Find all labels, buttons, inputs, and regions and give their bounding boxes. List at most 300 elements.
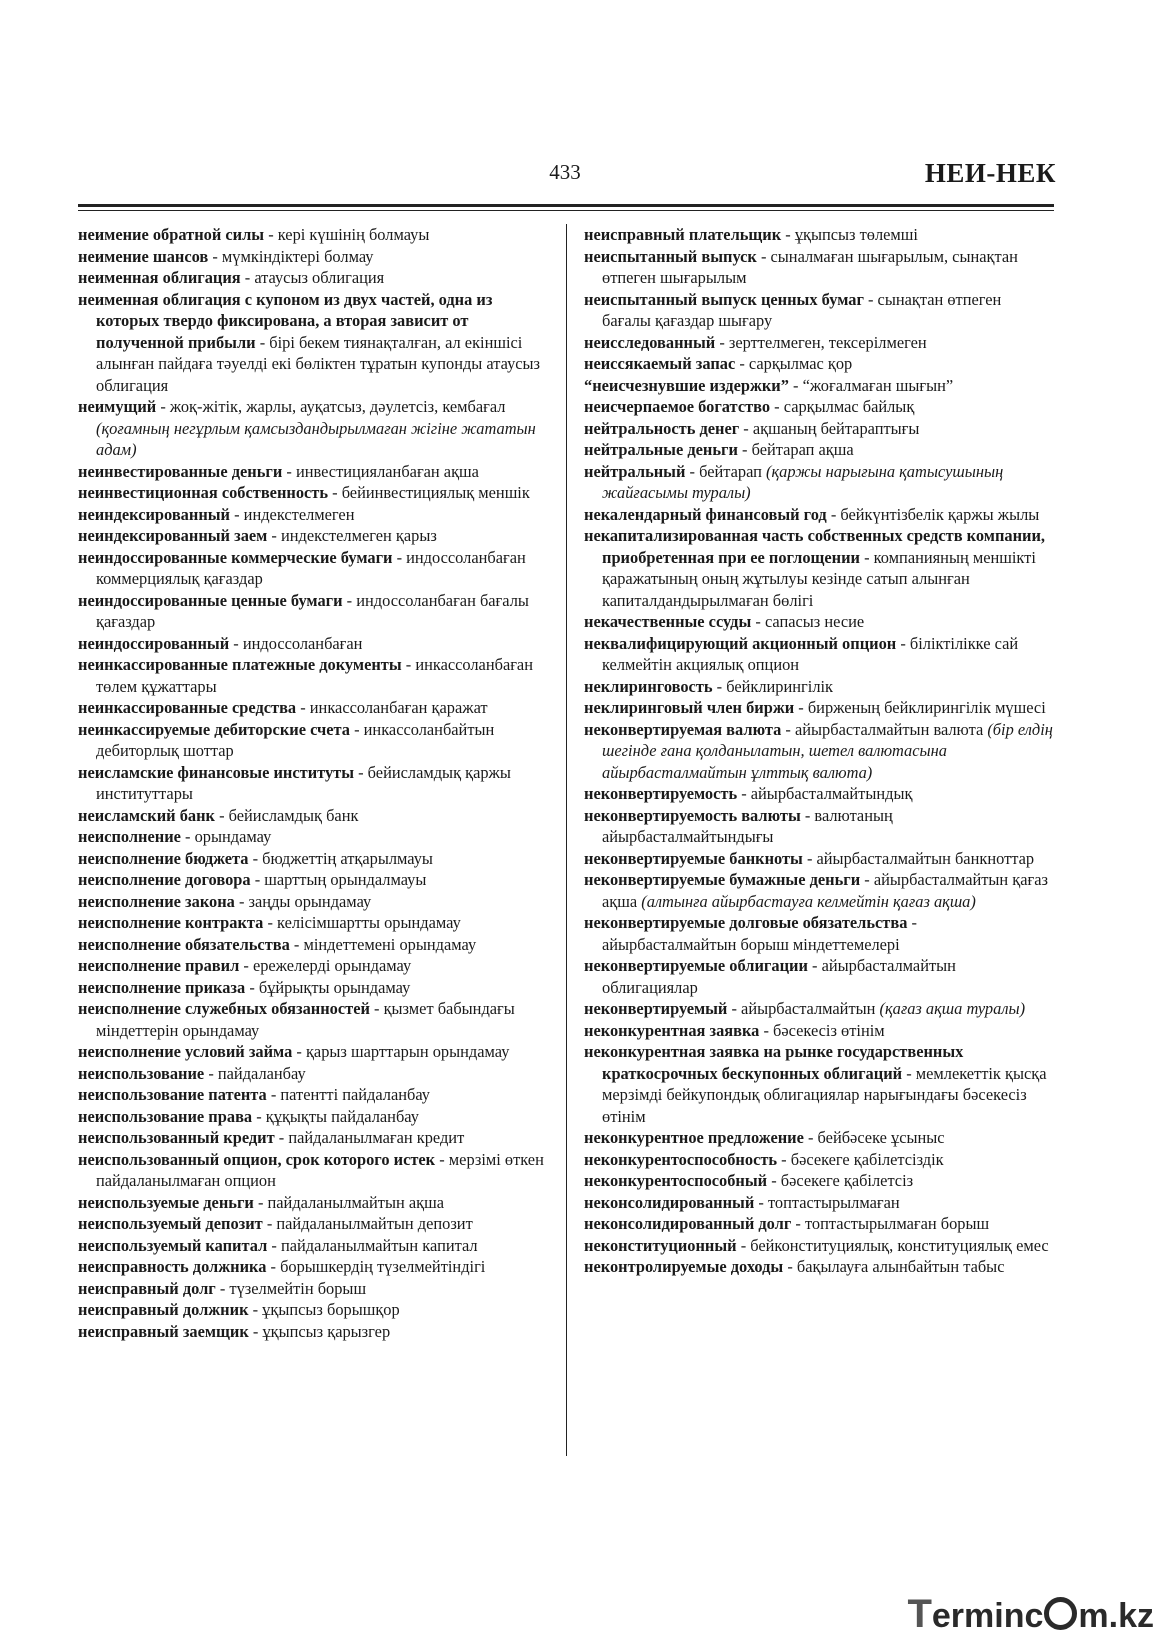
entry-term: неиндоссированные коммерческие бумаги	[78, 547, 393, 567]
dictionary-entry	[78, 1063, 556, 1085]
entry-term: нейтральные деньги	[584, 440, 738, 459]
entry-term: неиспользованный кредит	[78, 1128, 275, 1147]
section-title: НЕИ-НЕК	[924, 158, 1056, 188]
entry-definition: “жоғалмаған шығын”	[802, 375, 954, 395]
entry-separator: -	[266, 1257, 281, 1276]
dictionary-entry	[78, 504, 556, 526]
entry-term: “неисчезнувшие издержки”	[584, 375, 789, 395]
right-column	[584, 224, 1054, 1278]
dictionary-entry	[78, 1106, 556, 1128]
entry-definition: айырбасталмайтын банкноттар	[816, 848, 1035, 868]
entry-separator: -	[264, 225, 278, 244]
entry-separator: -	[248, 1300, 263, 1319]
entry-term: неконвертируемость	[584, 784, 738, 803]
entry-separator: -	[754, 1192, 768, 1212]
entry-term: неиспользуемый капитал	[78, 1235, 268, 1255]
entry-definition: бейбәсеке ұсыныс	[817, 1128, 945, 1147]
entry-term: неинкассированные средства	[78, 698, 297, 717]
entry-term: неиспользованный опцион, срок которого истек	[78, 1149, 436, 1169]
entry-term: неконвертируемость валюты	[584, 805, 801, 825]
dictionary-entry	[584, 1170, 1054, 1192]
dictionary-entry	[584, 439, 1054, 461]
entry-definition: топтастырылмаған	[767, 1192, 900, 1212]
entry-separator: -	[267, 1235, 281, 1255]
entry-definition: ақшаның бейтараптығы	[752, 418, 920, 438]
dictionary-entry	[584, 375, 1054, 397]
entry-definition: міндеттемені орындамау	[303, 934, 477, 954]
dictionary-entry	[584, 289, 1054, 332]
entry-separator: -	[208, 246, 222, 266]
dictionary-entry	[584, 418, 1054, 440]
entry-definition: бейтарап	[699, 461, 762, 481]
entry-definition: шарттың орындалмауы	[264, 870, 427, 889]
dictionary-entry	[584, 1020, 1054, 1042]
dictionary-entry	[584, 224, 1054, 246]
entry-term: неиндоссированные ценные бумаги	[78, 590, 343, 610]
entry-definition: сыналмаған шығарылым, сынақтан өтпеген шығарылым	[602, 246, 1018, 287]
dictionary-entry	[584, 246, 1054, 289]
entry-separator: -	[781, 225, 795, 244]
entry-definition: бирженың бейклирингілік мүшесі	[807, 698, 1046, 717]
entry-separator: -	[328, 483, 342, 502]
entry-term: неклиринговый член биржи	[584, 698, 795, 717]
entry-term: неисполнение бюджета	[78, 848, 249, 868]
entry-term: неиспользование патента	[78, 1085, 267, 1104]
entry-definition: ережелерді орындамау	[252, 956, 412, 975]
entry-definition: орындамау	[194, 827, 272, 846]
dictionary-entry	[584, 1213, 1054, 1235]
entry-definition: бюджеттің атқарылмауы	[262, 848, 433, 868]
entry-definition: топтастырылмаған борыш	[804, 1214, 990, 1233]
dictionary-entry	[584, 697, 1054, 719]
entry-definition: бақылауға алынбайтын табыс	[796, 1257, 1005, 1276]
entry-separator: -	[292, 1042, 306, 1061]
entry-definition: мемлекеттік қысқа мерзімді бейкупондық облигациялар нарығындағы бәсекесіз өтінім	[602, 1063, 1047, 1126]
entry-separator: -	[274, 1128, 289, 1147]
entry-definition: зерттелмеген, тексерілмеген	[728, 332, 927, 352]
dictionary-entry	[584, 1127, 1054, 1149]
dictionary-entry	[78, 267, 556, 289]
entry-separator: -	[180, 827, 195, 846]
entry-term: неинкассированные платежные документы	[78, 655, 402, 674]
entry-note: (бір елдің шегінде ғана қолданылатын, шетел валютасына айырбасталмайтын ұлттық валюта)	[602, 719, 1053, 782]
entry-note: (алтынға айырбастауға келмейтін қағаз ақша)	[641, 891, 976, 911]
entry-term: неименная облигация с купоном из двух частей, одна из которых твердо фиксирована, а вторая зависит от полученной прибыли	[78, 289, 493, 352]
entry-definition: патентті пайдаланбау	[280, 1085, 430, 1104]
column-divider	[566, 224, 567, 1456]
entry-separator: -	[239, 956, 253, 975]
entry-definition: индоссоланбаған бағалы қағаздар	[96, 590, 529, 631]
dictionary-entry	[584, 783, 1054, 805]
dictionary-entry	[78, 525, 556, 547]
entry-term: неконвертируемые облигации	[584, 956, 808, 975]
entry-term: неисполнение правил	[78, 956, 240, 975]
dictionary-entry	[78, 912, 556, 934]
dictionary-entry	[78, 719, 556, 762]
entry-term: неисправный долг	[78, 1278, 216, 1298]
header-rule-thick	[78, 204, 1054, 207]
entry-separator: -	[788, 375, 803, 395]
dictionary-entry	[78, 224, 556, 246]
entry-definition: индекстелмеген қарыз	[280, 526, 437, 545]
entry-definition: бәсекеге қабілетсіз	[780, 1171, 914, 1190]
entry-definition: айырбасталмайтын қағаз ақша	[602, 870, 1048, 911]
entry-separator: -	[267, 526, 281, 545]
dictionary-entry	[78, 654, 556, 697]
entry-separator: -	[737, 440, 752, 459]
dictionary-entry	[584, 848, 1054, 870]
entry-separator: -	[685, 461, 700, 481]
entry-separator: -	[736, 1235, 751, 1255]
dictionary-entry	[78, 482, 556, 504]
entry-term: неконвертируемая валюта	[584, 719, 782, 739]
entry-definition: құқықты пайдаланбау	[265, 1106, 419, 1126]
entry-term: неконсолидированный	[584, 1192, 755, 1212]
entry-term: неиспользование	[78, 1063, 205, 1083]
entry-separator: -	[255, 332, 270, 352]
entry-separator: -	[907, 913, 917, 932]
entry-note: (қағаз ақша туралы)	[879, 999, 1026, 1018]
entry-term: неисламские финансовые институты	[78, 762, 355, 782]
entry-definition: индекстелмеген	[243, 504, 355, 524]
entry-definition: бейисламдық қаржы институттары	[96, 762, 511, 803]
entry-term: неисследованный	[584, 332, 716, 352]
entry-definition: ұқыпсыз төлемші	[794, 225, 918, 244]
entry-definition: бұйрықты орындамау	[258, 977, 411, 997]
dictionary-entry	[78, 1041, 556, 1063]
entry-separator: -	[826, 504, 841, 524]
dictionary-entry	[78, 1127, 556, 1149]
dictionary-entry	[78, 1235, 556, 1257]
entry-term: некачественные ссуды	[584, 612, 752, 631]
entry-separator: -	[289, 934, 304, 954]
entry-term: неисправный заемщик	[78, 1321, 249, 1341]
entry-separator: -	[392, 547, 407, 567]
dictionary-entry	[78, 805, 556, 827]
entry-separator: -	[262, 1214, 277, 1233]
entry-definition: ұқыпсыз борышқор	[262, 1300, 400, 1319]
page-number: 433	[549, 160, 581, 184]
entry-separator: -	[253, 1192, 268, 1212]
entry-definition: біліктілікке сай келмейтін акциялық опцион	[602, 633, 1019, 674]
dictionary-entry	[584, 805, 1054, 848]
dictionary-entry	[584, 1041, 1054, 1127]
entry-term: неисполнение приказа	[78, 977, 246, 997]
entry-separator: -	[783, 1257, 797, 1276]
entry-separator: -	[354, 762, 368, 782]
dictionary-entry	[78, 1149, 556, 1192]
watermark-logo	[907, 1592, 1154, 1637]
entry-term: нейтральность денег	[584, 418, 740, 438]
entry-separator: -	[735, 354, 749, 373]
entry-separator: -	[263, 913, 278, 932]
entry-term: неименная облигация	[78, 268, 241, 287]
dictionary-entry	[78, 1256, 556, 1278]
entry-term: неконтролируемые доходы	[584, 1257, 784, 1276]
entry-term: некапитализированная часть собственных средств компании, приобретенная при ее поглощении	[584, 526, 1046, 567]
entry-separator: -	[896, 633, 910, 653]
entry-definition: келісімшартты орындамау	[277, 913, 461, 932]
entry-definition: бәсекеге қабілетсіздік	[790, 1149, 944, 1169]
entry-separator: -	[767, 1171, 781, 1190]
dictionary-entry	[78, 590, 556, 633]
entry-separator: -	[252, 1106, 266, 1126]
dictionary-entry	[584, 332, 1054, 354]
entry-definition: қарыз шарттарын орындамау	[305, 1042, 510, 1061]
entry-separator: -	[204, 1063, 218, 1083]
entry-term: неиспытанный выпуск ценных бумаг	[584, 289, 864, 309]
entry-definition: бейтарап ақша	[751, 440, 854, 459]
entry-term: неконституционный	[584, 1235, 737, 1255]
header-rule-thin	[78, 210, 1054, 211]
entry-term: неконкурентоспособность	[584, 1149, 778, 1169]
entry-term: неконкурентная заявка на рынке государственных краткосрочных бескупонных облигаций	[584, 1042, 964, 1083]
dictionary-entry	[78, 697, 556, 719]
entry-definition: түзелмейтін борыш	[229, 1278, 367, 1298]
entry-separator: -	[250, 870, 265, 889]
entry-term: неиспользование права	[78, 1106, 253, 1126]
dictionary-entry	[78, 1299, 556, 1321]
entry-term: неисламский банк	[78, 805, 215, 825]
dictionary-entry	[78, 396, 556, 461]
entry-term: неконвертируемые бумажные деньги	[584, 870, 861, 889]
entry-definition: инкассоланбайтын дебиторлық шоттар	[96, 719, 495, 760]
entry-definition: бірі бекем тиянақталған, ал екіншісі алынған пайдаға тәуелді екі бөліктен тұратын купонды атаусыз облигация	[96, 332, 541, 395]
dictionary-entry	[78, 547, 556, 590]
entry-term: неисполнение закона	[78, 891, 235, 911]
entry-definition: компанияның меншікті қаражатының оның жұтылуы кезінде сатып алынған капиталдандырылмаған бөлігі	[602, 547, 1036, 610]
dictionary-entry	[584, 955, 1054, 998]
entry-separator: -	[350, 719, 364, 739]
dictionary-entry	[584, 1256, 1054, 1278]
entry-term: неконсолидированный долг	[584, 1214, 792, 1233]
entry-definition: айырбасталмайтын валюта	[794, 719, 984, 739]
entry-separator: -	[240, 268, 255, 287]
dictionary-entry	[78, 998, 556, 1041]
dictionary-entry	[584, 912, 1054, 955]
dictionary-entry	[78, 848, 556, 870]
entry-definition: айырбасталмайтындық	[750, 784, 913, 803]
entry-term: неисполнение контракта	[78, 913, 264, 932]
entry-separator: -	[715, 332, 729, 352]
dictionary-entry	[78, 633, 556, 655]
entry-separator: -	[369, 999, 384, 1018]
entry-definition: заңды орындамау	[248, 891, 372, 911]
entry-term: неинвестированные деньги	[78, 461, 283, 481]
entry-term: неисполнение	[78, 827, 181, 846]
dictionary-entry	[78, 1213, 556, 1235]
dictionary-entry	[78, 826, 556, 848]
entry-definition: бейинвестициялық меншік	[341, 483, 530, 502]
dictionary-entry	[584, 611, 1054, 633]
entry-term: неклиринговость	[584, 676, 713, 696]
entry-separator: -	[266, 1085, 281, 1104]
dictionary-entry	[584, 1192, 1054, 1214]
entry-separator: -	[860, 547, 874, 567]
entry-separator: -	[248, 848, 263, 868]
dictionary-entry	[78, 461, 556, 483]
entry-term: неисправный должник	[78, 1300, 249, 1319]
entry-definition: инкассоланбаған төлем құжаттары	[96, 655, 533, 696]
entry-separator: -	[802, 848, 817, 868]
entry-term: неиссякаемый запас	[584, 354, 736, 373]
entry-term: неимущий	[78, 397, 157, 416]
entry-separator: -	[282, 461, 296, 481]
entry-note: (қоғамның негұрлым қамсыздандырылмаған жігіне жататын адам)	[96, 418, 536, 459]
entry-term: неисполнение служебных обязанностей	[78, 999, 370, 1018]
entry-term: неисправность должника	[78, 1257, 267, 1276]
entry-term: неиспользуемые деньги	[78, 1192, 254, 1212]
entry-term: неконкурентоспособный	[584, 1171, 768, 1190]
entry-separator: -	[863, 289, 878, 309]
entry-definition: индоссоланбаған	[242, 633, 363, 653]
entry-definition: сарқылмас байлық	[783, 397, 915, 416]
entry-separator: -	[860, 870, 874, 889]
entry-definition: айырбасталмайтын	[741, 999, 876, 1018]
entry-separator: -	[794, 698, 808, 717]
entry-separator: -	[215, 1278, 230, 1298]
entry-separator: -	[727, 999, 742, 1018]
entry-definition: бейисламдық банк	[228, 805, 359, 825]
entry-term: неиндексированный заем	[78, 526, 268, 545]
entry-term: неисполнение условий займа	[78, 1042, 293, 1061]
entry-term: неквалифицирующий акционный опцион	[584, 633, 897, 653]
entry-definition: айырбасталмайтын борыш міндеттемелері	[602, 934, 900, 954]
entry-note: (қаржы нарығына қатысушының жайғасымы туралы)	[602, 461, 1004, 502]
entry-definition: пайдаланылмайтын капитал	[280, 1235, 478, 1255]
entry-definition: бейклирингілік	[726, 676, 834, 696]
watermark-text-ermin: ermin	[931, 1597, 1025, 1635]
entry-term: неиндексированный	[78, 504, 231, 524]
entry-separator: -	[756, 246, 771, 266]
entry-term: неконвертируемые долговые обязательства	[584, 913, 908, 932]
dictionary-entry	[584, 869, 1054, 912]
dictionary-entry	[584, 676, 1054, 698]
entry-separator: -	[156, 397, 170, 416]
entry-separator: -	[781, 719, 795, 739]
entry-definition: индоссоланбаған коммерциялық қағаздар	[96, 547, 526, 588]
watermark-letter-t: T	[907, 1592, 932, 1636]
entry-term: неиспользуемый депозит	[78, 1214, 263, 1233]
entry-separator: -	[245, 977, 259, 997]
dictionary-entry	[584, 633, 1054, 676]
dictionary-entry	[584, 1149, 1054, 1171]
entry-separator: -	[342, 590, 357, 610]
entry-definition: инвестицияланбаған ақша	[295, 461, 479, 481]
entry-term: неисправный плательщик	[584, 225, 782, 244]
entry-separator: -	[759, 1020, 774, 1040]
entry-separator: -	[229, 633, 243, 653]
entry-separator: -	[777, 1149, 791, 1169]
entry-term: неконвертируемый	[584, 999, 728, 1018]
entry-term: некалендарный финансовый год	[584, 504, 827, 524]
entry-separator: -	[751, 612, 765, 631]
dictionary-entry	[584, 504, 1054, 526]
entry-separator: -	[248, 1321, 263, 1341]
entry-separator: -	[739, 418, 753, 438]
entry-definition: валютаның айырбасталмайтындығы	[602, 805, 893, 846]
entry-term: неконкурентная заявка	[584, 1020, 760, 1040]
dictionary-entry	[584, 1235, 1054, 1257]
entry-definition: пайдаланылмаған кредит	[288, 1128, 465, 1147]
entry-definition: мүмкіндіктері болмау	[221, 246, 374, 266]
entry-term: неинкассируемые дебиторские счета	[78, 719, 350, 739]
entry-definition: пайдаланылмайтын депозит	[276, 1214, 473, 1233]
dictionary-entry	[78, 955, 556, 977]
dictionary-entry	[584, 998, 1054, 1020]
entry-term: неисполнение обязательства	[78, 934, 290, 954]
entry-separator: -	[401, 655, 416, 674]
entry-separator: -	[737, 784, 751, 803]
entry-term: неимение обратной силы	[78, 225, 265, 244]
watermark-circle-icon	[1044, 1597, 1077, 1630]
entry-definition: сарқылмас қор	[748, 354, 853, 373]
dictionary-entry	[584, 525, 1054, 611]
entry-term: неимение шансов	[78, 246, 209, 266]
dictionary-entry	[78, 891, 556, 913]
entry-definition: кері күшінің болмауы	[277, 225, 430, 244]
entry-separator: -	[234, 891, 249, 911]
entry-separator: -	[791, 1214, 805, 1233]
entry-definition: қызмет бабындағы міндеттерін орындамау	[96, 999, 515, 1040]
entry-definition: ұқыпсыз қарызгер	[262, 1321, 391, 1341]
entry-definition: пайдаланылмайтын ақша	[267, 1192, 444, 1212]
dictionary-entry	[78, 934, 556, 956]
entry-separator: -	[230, 504, 244, 524]
dictionary-entry	[584, 461, 1054, 504]
entry-definition: пайдаланбау	[217, 1063, 306, 1083]
entry-separator: -	[800, 805, 815, 825]
entry-separator: -	[712, 676, 727, 696]
entry-separator: -	[435, 1149, 449, 1169]
dictionary-entry	[78, 1192, 556, 1214]
entry-definition: айырбасталмайтын облигациялар	[602, 956, 956, 997]
dictionary-entry	[78, 1084, 556, 1106]
left-column	[78, 224, 556, 1342]
entry-separator: -	[803, 1128, 818, 1147]
entry-separator: -	[296, 698, 310, 717]
dictionary-entry	[78, 1278, 556, 1300]
dictionary-entry	[78, 977, 556, 999]
dictionary-entry	[78, 289, 556, 397]
dictionary-entry	[78, 1321, 556, 1343]
entry-definition: бейконституциялық, конституциялық емес	[750, 1235, 1049, 1255]
dictionary-entry	[78, 246, 556, 268]
dictionary-entry	[584, 719, 1054, 784]
entry-separator: -	[214, 805, 229, 825]
watermark-text-domain: m.kz	[1078, 1597, 1154, 1635]
entry-term: нейтральный	[584, 461, 686, 481]
entry-term: неиндоссированный	[78, 633, 230, 653]
entry-definition: сынақтан өтпеген бағалы қағаздар шығару	[602, 289, 1002, 330]
entry-definition: сапасыз несие	[764, 612, 865, 631]
dictionary-entry	[584, 353, 1054, 375]
dictionary-entry	[78, 869, 556, 891]
entry-separator: -	[770, 397, 784, 416]
entry-definition: бәсекесіз өтінім	[773, 1020, 885, 1040]
entry-definition: борышкердің түзелмейтіндігі	[280, 1257, 486, 1276]
entry-definition: атаусыз облигация	[254, 268, 385, 287]
entry-definition: жоқ-жітік, жарлы, ауқатсыз, дәулетсіз, кембағал	[169, 397, 506, 416]
entry-term: неинвестиционная собственность	[78, 483, 329, 502]
entry-separator: -	[902, 1063, 916, 1083]
entry-definition: мерзімі өткен пайдаланылмаған опцион	[96, 1149, 544, 1190]
dictionary-entry	[78, 762, 556, 805]
entry-term: неисчерпаемое богатство	[584, 397, 771, 416]
entry-term: неисполнение договора	[78, 870, 251, 889]
entry-term: неконвертируемые банкноты	[584, 848, 803, 868]
entry-definition: бейкүнтізбелік қаржы жылы	[840, 504, 1040, 524]
